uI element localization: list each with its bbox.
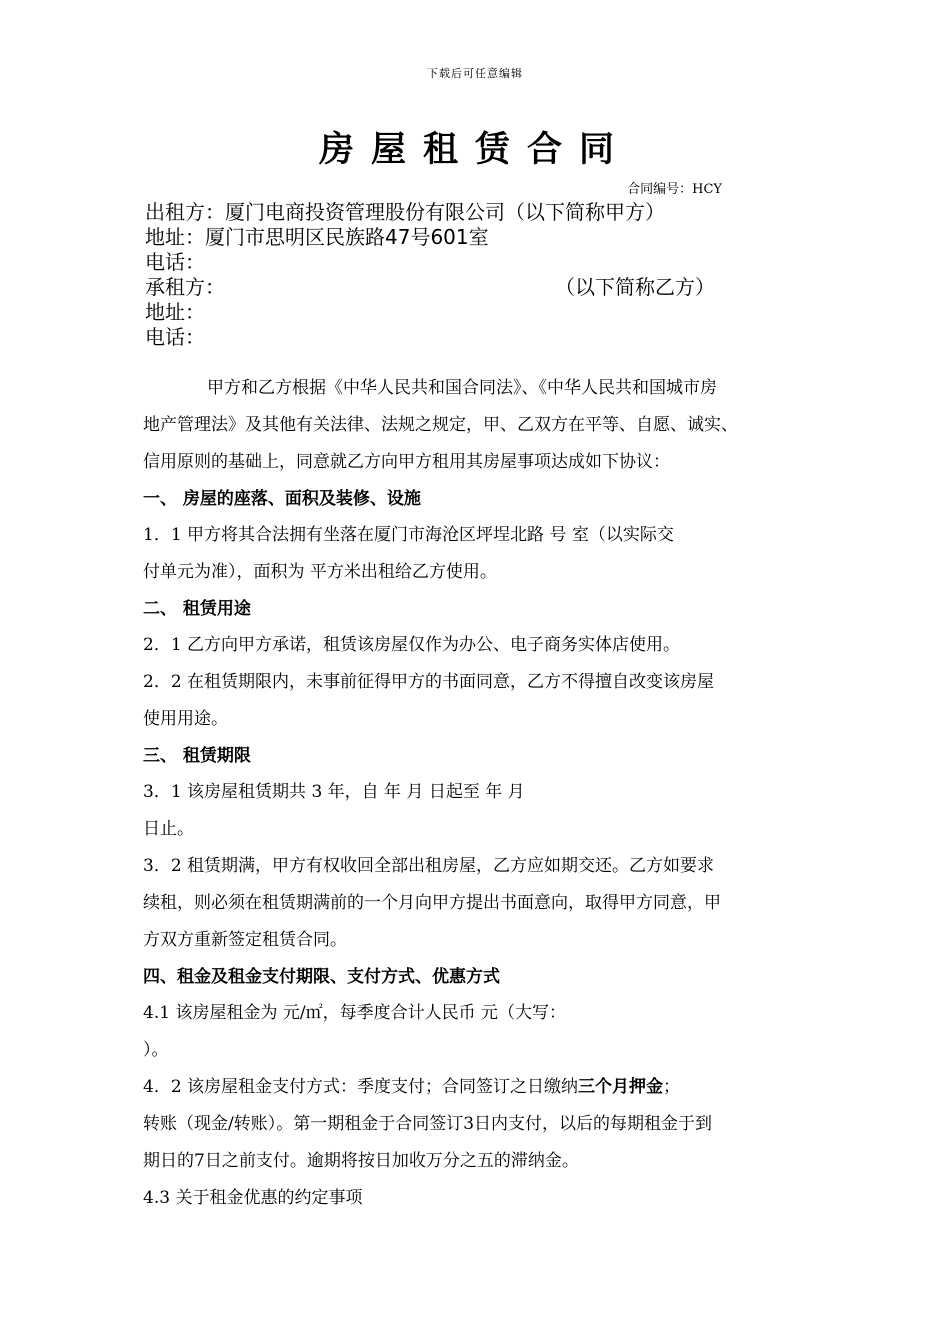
clause-line: 3．1 该房屋租赁期共 3 年，自 年 月 日起至 年 月 [143, 782, 525, 802]
preamble-line: 信用原则的基础上，同意就乙方向甲方租用其房屋事项达成如下协议： [143, 452, 670, 472]
section-heading: 三、 租赁期限 [143, 746, 251, 766]
clause-line: 2．1 乙方向甲方承诺，租赁该房屋仅作为办公、电子商务实体店使用。 [143, 635, 681, 655]
clause-line: 4.1 该房屋租金为 元/㎡，每季度合计人民币 元（大写： [143, 1003, 566, 1023]
clause-line: 付单元为准），面积为 平方米出租给乙方使用。 [143, 562, 497, 582]
clause-line: 使用用途。 [143, 709, 228, 729]
contract-number: 合同编号：HCY [627, 182, 722, 197]
preamble-line: 甲方和乙方根据《中华人民共和国合同法》、《中华人民共和国城市房 [207, 378, 717, 398]
clause-line: 转账（现金/转账）。第一期租金于合同签订3日内支付，以后的每期租金于到 [143, 1114, 713, 1134]
clause-line: ）。 [143, 1040, 169, 1060]
clause-line: 日止。 [143, 819, 194, 839]
section-heading: 四、租金及租金支付期限、支付方式、优惠方式 [143, 967, 500, 987]
lessor-phone: 电话： [145, 250, 205, 274]
lessee-note: （以下简称乙方） [555, 275, 715, 299]
contract-title: 房屋租赁合同 [318, 130, 631, 170]
clause-line: 1．1 甲方将其合法拥有坐落在厦门市海沧区坪埕北路 号 室（以实际交 [143, 525, 674, 545]
deposit-emphasis: 三个月押金 [578, 1077, 664, 1097]
clause-line: 续租，则必须在租赁期满前的一个月向甲方提出书面意向，取得甲方同意，甲 [143, 893, 721, 913]
lessee-line [145, 275, 825, 300]
clause-line: 3．2 租赁期满，甲方有权收回全部出租房屋，乙方应如期交还。乙方如要求 [143, 856, 715, 876]
clause-text: ； [663, 1077, 681, 1097]
clause-line: 4.3 关于租金优惠的约定事项 [143, 1188, 363, 1208]
clause-line: 方双方重新签定租赁合同。 [143, 930, 347, 950]
header-note: 下载后可任意编辑 [427, 67, 523, 80]
section-heading: 二、 租赁用途 [143, 599, 251, 619]
lessee-address: 地址： [145, 300, 205, 324]
clause-line: 期日的7日之前支付。逾期将按日加收万分之五的滞纳金。 [143, 1151, 579, 1171]
lessor-line: 出租方：厦门电商投资管理股份有限公司（以下简称甲方） [145, 200, 665, 224]
contract-body [143, 370, 823, 1217]
section-heading: 一、 房屋的座落、面积及装修、设施 [143, 489, 421, 509]
lessee-label: 承租方： [145, 275, 225, 299]
clause-line: 2．2 在租赁期限内，未事前征得甲方的书面同意，乙方不得擅自改变该房屋 [143, 672, 715, 692]
parties-block [145, 200, 825, 350]
lessor-address: 地址：厦门市思明区民族路47号601室 [145, 225, 489, 249]
clause-line [143, 1069, 823, 1106]
lessee-phone: 电话： [145, 325, 205, 349]
clause-text: 4．2 该房屋租金支付方式：季度支付；合同签订之日缴纳 [143, 1077, 579, 1097]
preamble-line: 地产管理法》及其他有关法律、法规之规定，甲、乙双方在平等、自愿、诚实、 [143, 415, 738, 435]
